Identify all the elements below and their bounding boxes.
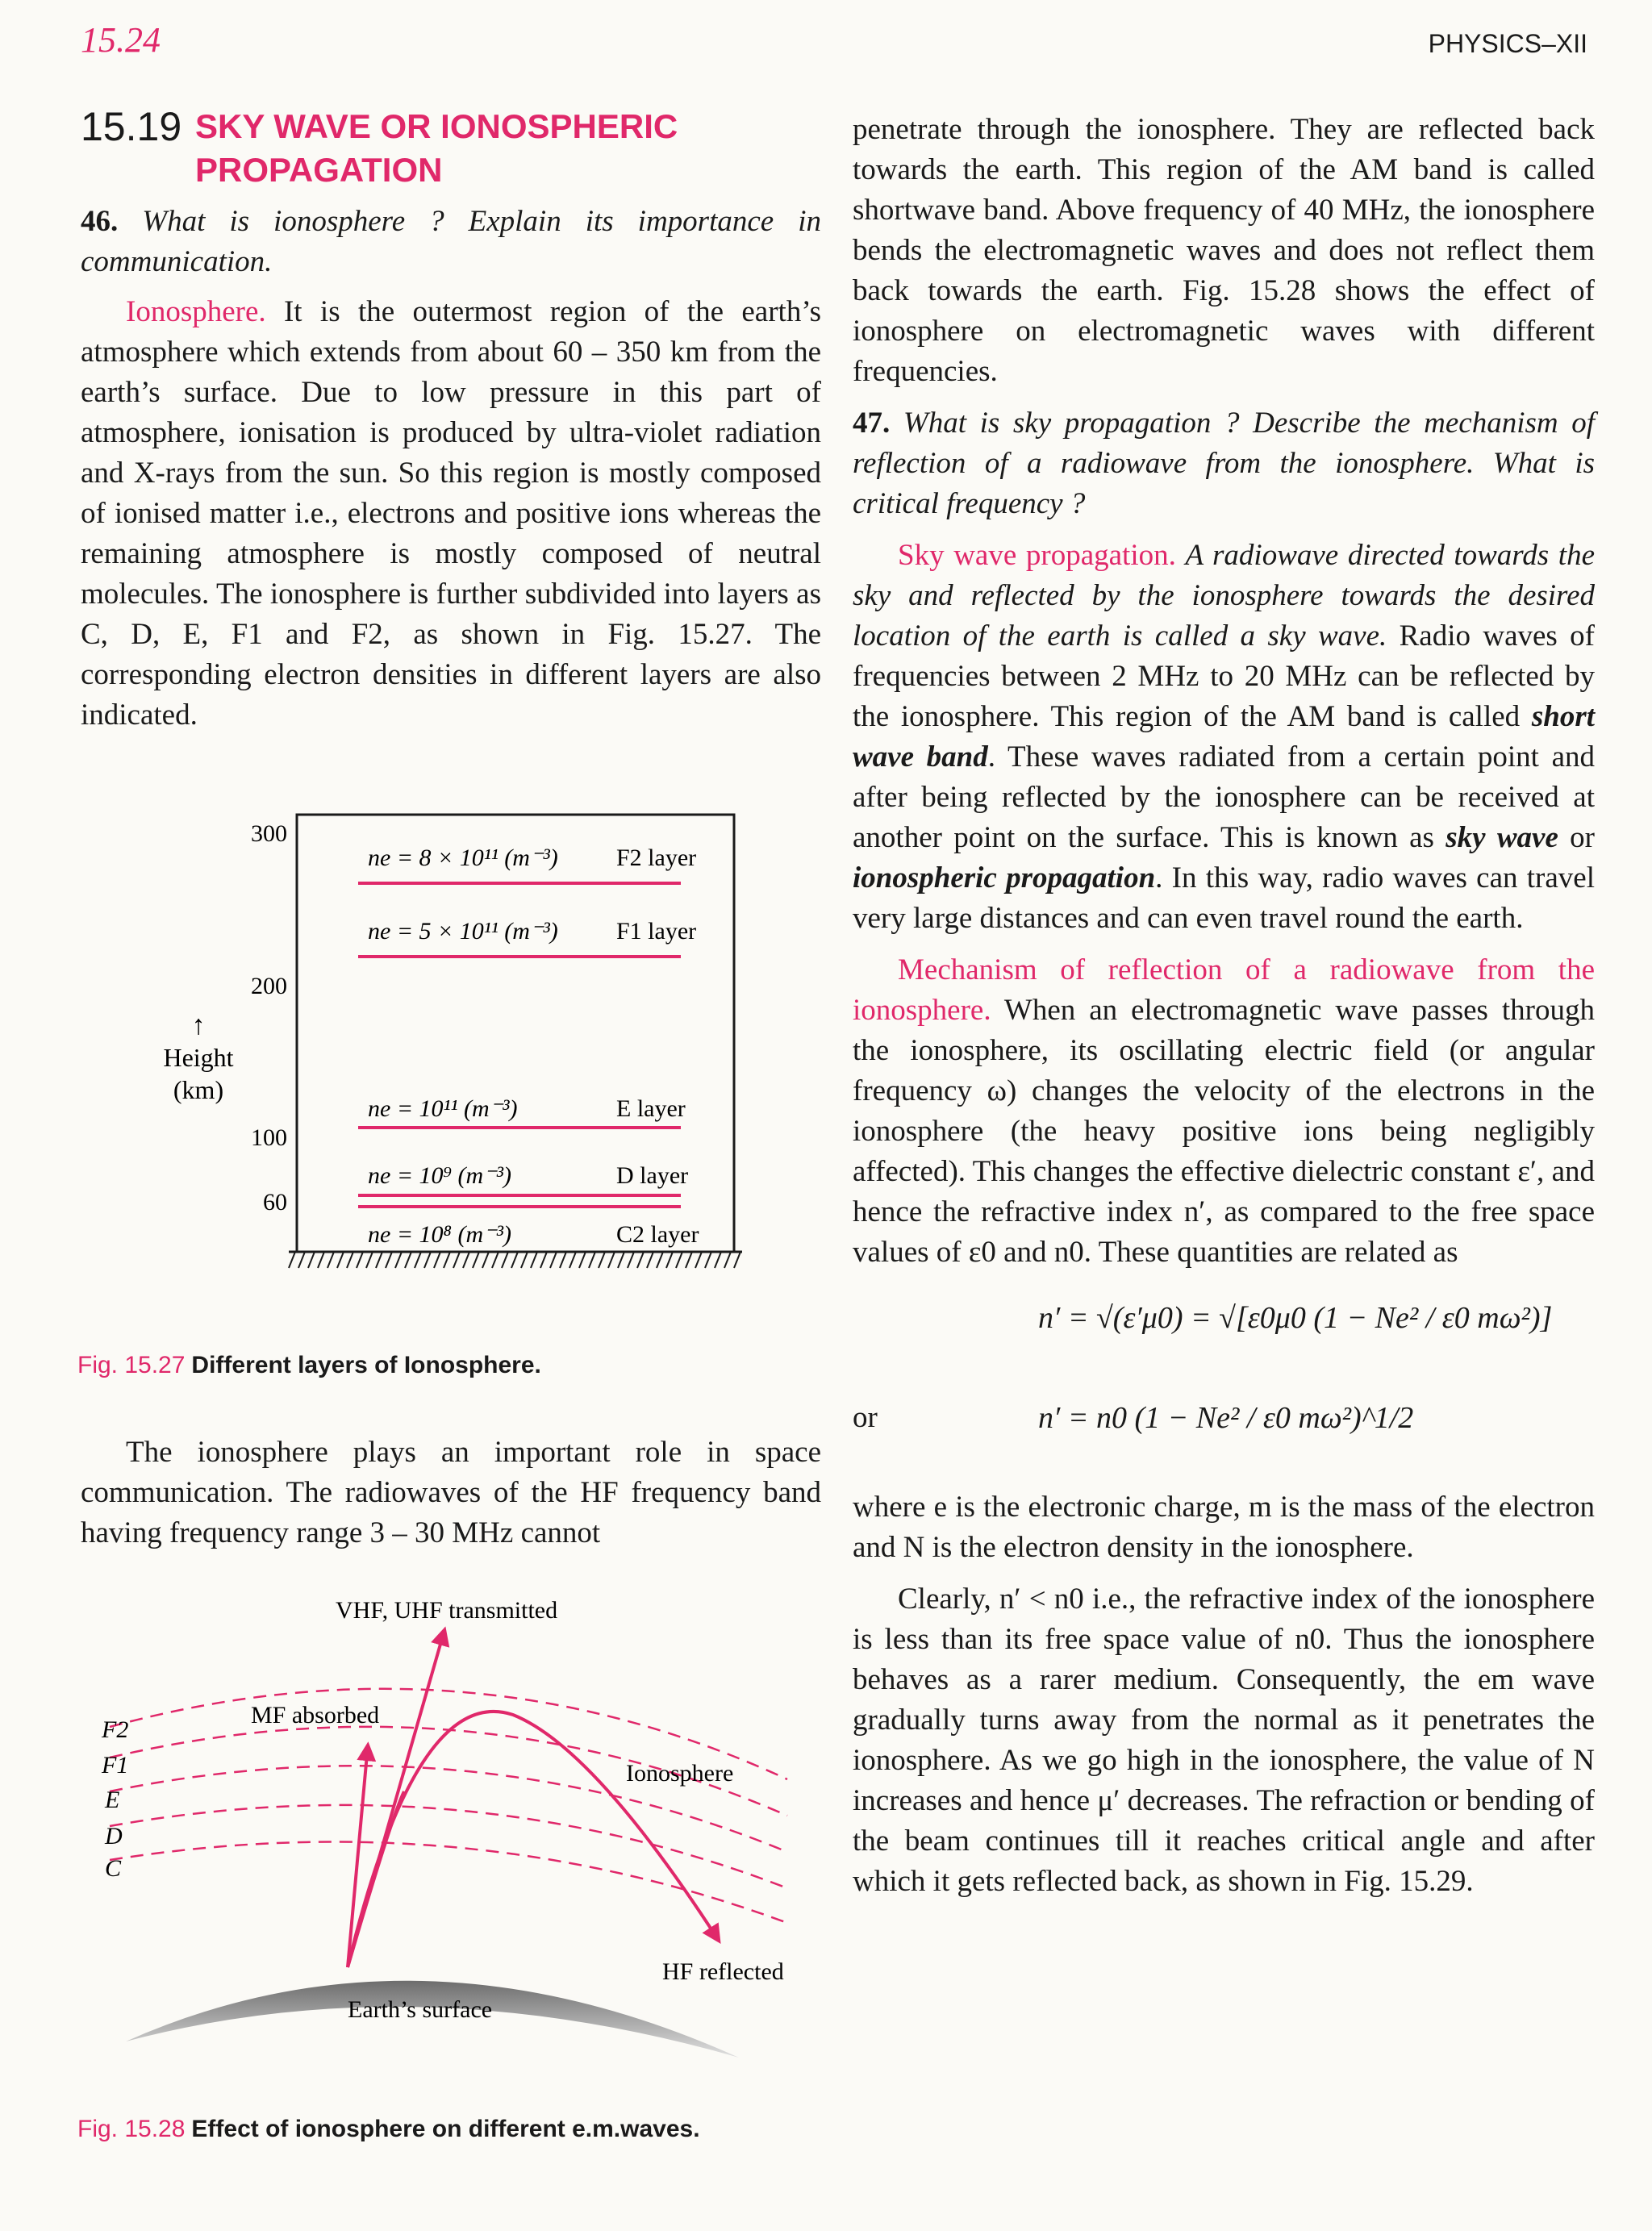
d-name: D layer <box>616 1162 689 1189</box>
sky-wave-text-c: . In this way, radio waves can travel very large distances and can even travel round the earth. <box>853 861 1595 935</box>
y-tick-200: 200 <box>251 973 287 999</box>
label-mf: MF absorbed <box>251 1702 380 1729</box>
sky-wave-bold-1: short wave band <box>853 700 1595 774</box>
wave-rays <box>348 1630 719 1967</box>
equations-block <box>853 1286 1595 1471</box>
axis-label-km: (km) <box>173 1075 224 1104</box>
layer-label-d: D <box>105 1823 123 1849</box>
axis-up-arrow-icon: ↑ <box>191 1011 206 1040</box>
question-47-number: 47. <box>853 407 891 440</box>
c-name: C2 layer <box>616 1221 699 1248</box>
section-title-line-1: SKY WAVE OR IONOSPHERIC <box>195 107 678 145</box>
continued-paragraph: penetrate through the ionosphere. They are reflected back towards the earth. This region of the AM band is called shortwave band. Above frequency of 40 MHz, the ionosphere bends the electromagnetic waves and does not reflect them back towards the earth. Fig. 15.28 shows the effect of ionosphere on electromagnetic waves with different frequencies. <box>853 113 1595 388</box>
section-title-line-2: PROPAGATION <box>195 151 443 189</box>
sky-wave-text-a: Radio waves of frequencies between 2 MHz to 20 MHz can be reflected by the ionosphere. This region of the AM band is called <box>853 619 1595 733</box>
equation-1: n′ = √(ε′μ0) = √[ε0μ0 (1 − Ne² / ε0 mω²)] <box>1038 1301 1553 1335</box>
section-number: 15.19 <box>81 104 182 149</box>
fig-15-28-label: Fig. 15.28 <box>77 2116 186 2142</box>
question-46-text: What is ionosphere ? Explain its importance in communication. <box>81 205 821 278</box>
equation-2: n′ = n0 (1 − Ne² / ε0 mω²)^1/2 <box>1038 1401 1414 1435</box>
page-number: 15.24 <box>81 20 161 60</box>
c-density: ne = 10⁸ (m⁻³) <box>368 1221 511 1248</box>
e-density: ne = 10¹¹ (m⁻³) <box>368 1095 518 1122</box>
fig-15-28-text: Effect of ionosphere on different e.m.waves. <box>191 2116 700 2142</box>
fig-15-27-text: Different layers of Ionosphere. <box>191 1352 541 1378</box>
sky-wave-lead: Sky wave propagation. <box>898 539 1176 572</box>
fig-15-27-caption <box>77 1352 541 1379</box>
hf-ray <box>348 1712 719 1967</box>
equation-or: or <box>853 1401 878 1434</box>
y-tick-60: 60 <box>263 1189 287 1216</box>
label-earth: Earth’s surface <box>348 1996 493 2023</box>
d-density: ne = 10⁹ (m⁻³) <box>368 1162 511 1189</box>
label-vhf: VHF, UHF transmitted <box>336 1597 558 1624</box>
left-column-bottom <box>81 1432 821 1553</box>
y-tick-300: 300 <box>251 820 287 847</box>
question-47-text: What is sky propagation ? Describe the mechanism of reflection of a radiowave from the ionosphere. What is critical frequency ? <box>853 407 1595 520</box>
mechanism-lead: Mechanism of reflection of a radiowave from the ionosphere. <box>853 953 1595 1027</box>
layer-label-e: E <box>105 1787 120 1813</box>
left-column-top <box>81 202 821 736</box>
label-hf: HF reflected <box>662 1958 784 1985</box>
sky-wave-bold-2: sky wave <box>1446 821 1558 854</box>
y-tick-100: 100 <box>251 1124 287 1151</box>
fig-15-27-label: Fig. 15.27 <box>77 1352 186 1378</box>
clearly-paragraph: Clearly, n′ < n0 i.e., the refractive index of the ionosphere is less than its free space value of n0. Thus the ionosphere behaves as a rarer medium. Consequently, the em wave gradually turns away from the normal as it penetrates the ionosphere. As we go high in the ionosphere, the value of N increases and hence μ′ decreases. The refraction or bending of the beam continues till it reaches critical angle and after which it gets reflected back, as shown in Fig. 15.29. <box>853 1583 1595 1898</box>
layer-label-c: C <box>105 1855 122 1882</box>
right-column <box>853 110 1595 1902</box>
section-title <box>195 105 678 192</box>
layer-label-f1: F1 <box>102 1752 129 1779</box>
sky-wave-bold-3: ionospheric propagation <box>853 861 1156 894</box>
ionosphere-lead: Ionosphere. <box>126 295 266 328</box>
fig-15-28-caption <box>77 2116 700 2143</box>
f1-name: F1 layer <box>616 918 697 945</box>
sky-wave-paragraph <box>853 536 1595 939</box>
question-46-number: 46. <box>81 205 119 238</box>
ionosphere-paragraph <box>81 292 821 736</box>
sky-wave-definition: A radiowave directed towards the sky and reflected by the ionosphere towards the desired location of the earth is called a sky wave. <box>853 539 1596 653</box>
where-paragraph: where e is the electronic charge, m is the mass of the electron and N is the electron density in the ionosphere. <box>853 1491 1595 1564</box>
mechanism-text: When an electromagnetic wave passes through the ionosphere, its oscillating electric field (or angular frequency ω) changes the velocity of the electrons in the ionosphere (the heavy positive ions being negligibly affected). This changes the effective dielectric constant ε′, and hence the refractive index n′, as compared to the free space values of ε0 and n0. These quantities are related as <box>853 994 1595 1269</box>
figure-15-28 <box>77 1586 820 2070</box>
importance-paragraph: The ionosphere plays an important role in space communication. The radiowaves of the HF frequency band having frequency range 3 – 30 MHz cannot <box>81 1436 821 1549</box>
question-46 <box>81 202 821 282</box>
layer-label-f2: F2 <box>102 1716 129 1743</box>
f2-name: F2 layer <box>616 844 697 871</box>
mechanism-paragraph <box>853 950 1595 1273</box>
e-name: E layer <box>616 1095 686 1122</box>
ionosphere-layer-arcs <box>110 1689 787 1923</box>
sky-wave-text-b: . These waves radiated from a certain point and after being reflected by the ionosphere can be received at another point on the surface. This is known as <box>853 740 1596 854</box>
question-47 <box>853 403 1595 524</box>
book-title: PHYSICS–XII <box>1428 29 1587 58</box>
ionosphere-text: It is the outermost region of the earth’s atmosphere which extends from about 60 – 350 km from the earth’s surface. Due to low pressure in this part of atmosphere, ionisation is produced by ultra-violet radiation and X-rays from the sun. So this region is mostly composed of ionised matter i.e., electrons and positive ions whereas the remaining atmosphere is mostly composed of neutral molecules. The ionosphere is further subdivided into layers as C, D, E, F1 and F2, as shown in Fig. 15.27. The corresponding electron densities in different layers are also indicated. <box>81 295 821 732</box>
sky-wave-or: or <box>1570 821 1595 854</box>
figure-15-27 <box>77 807 747 1323</box>
f2-density: ne = 8 × 10¹¹ (m⁻³) <box>368 844 558 871</box>
axis-label-height: Height <box>163 1043 234 1072</box>
ionosphere-layers-diagram <box>77 807 747 1323</box>
ground-hatch <box>289 1252 740 1268</box>
label-ionosphere: Ionosphere <box>626 1760 734 1787</box>
em-waves-diagram <box>77 1586 820 2070</box>
f1-density: ne = 5 × 10¹¹ (m⁻³) <box>368 918 558 945</box>
